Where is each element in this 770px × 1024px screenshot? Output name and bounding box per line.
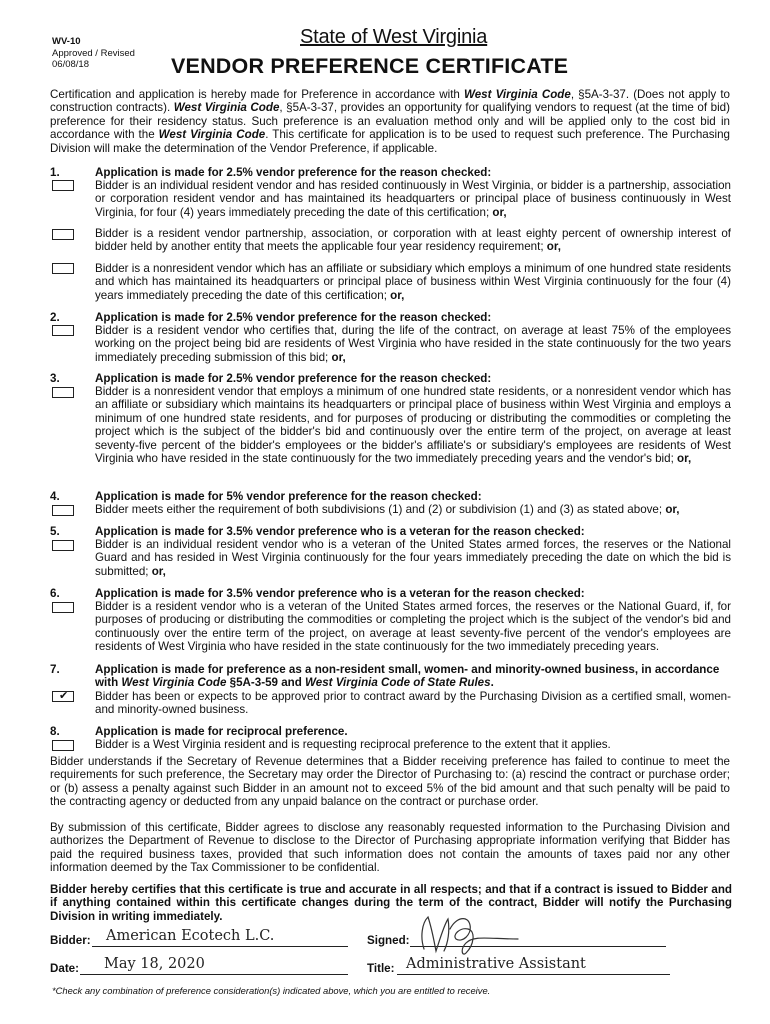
- page-title: VENDOR PREFERENCE CERTIFICATE: [171, 54, 569, 78]
- title-line: [397, 974, 670, 975]
- section-1-heading: Application is made for 2.5% vendor preference for the reason checked:: [95, 166, 492, 179]
- section-4-option-1-checkbox[interactable]: [52, 505, 74, 516]
- form-number: WV-10: [52, 36, 81, 47]
- section-7-number: 7.: [50, 663, 60, 676]
- section-7-heading: Application is made for preference as a non-resident small, women- and minority-owned business, in accordance with West Virginia Code §5A-3-59 and West Virginia Code of State Rules.: [95, 663, 720, 690]
- bidder-label: Bidder:: [50, 934, 91, 947]
- section-1-option-3-checkbox[interactable]: [52, 263, 74, 274]
- section-2-option-1-text: Bidder is a resident vendor who certifies that, during the life of the contract, on average at least 75% of the employees working on the project being bid are residents of West Virginia who have resided in the state continuously for the two years immediately preceding submission of this bid; or,: [95, 324, 731, 364]
- section-2-heading: Application is made for 2.5% vendor preference for the reason checked:: [95, 311, 492, 324]
- section-1-number: 1.: [50, 166, 60, 179]
- date-value[interactable]: May 18, 2020: [104, 956, 205, 972]
- form-date: 06/08/18: [52, 59, 89, 70]
- bidder-line: [92, 946, 348, 947]
- date-label: Date:: [50, 962, 79, 975]
- section-6-option-1-text: Bidder is a resident vendor who is a veteran of the United States armed forces, the reserves or the National Guard, if, for purposes of producing or distributing the commodities or completing the project which is the subject of the vendor's bid and continuously over the entire term of the project, on average at least seventy-five percent of the vendor's employees are residents of West Virginia who have resided in the state continuously for the two immediately preceding years.: [95, 600, 731, 654]
- section-6-option-1-checkbox[interactable]: [52, 602, 74, 613]
- signed-label: Signed:: [367, 934, 410, 947]
- section-7-option-1-checkbox[interactable]: [52, 691, 74, 702]
- section-7-option-1-text: Bidder has been or expects to be approved prior to contract award by the Purchasing Division as a certified small, women- and minority-owned business.: [95, 690, 731, 717]
- section-1-option-1-checkbox[interactable]: [52, 180, 74, 191]
- disclosure-paragraph: By submission of this certificate, Bidder agrees to disclose any reasonably requested information to the Purchasing Division and authorizes the Department of Revenue to disclose to the Director of Purchasing appropriate information verifying that Bidder has paid the required business taxes, provided that such information does not contain the amounts of taxes paid nor any other information deemed by the Tax Commissioner to be confidential.: [50, 821, 730, 875]
- state-title: State of West Virginia: [300, 26, 488, 48]
- intro-paragraph: Certification and application is hereby made for Preference in accordance with West Virginia Code, §5A-3-37. (Does not apply to construction contracts). West Virginia Code, §5A-3-37, provides an opportunity for qualifying vendors to request (at the time of bid) preference for their residency status. Such preference is an evaluation method only and will be applied only to the cost bid in accordance with the West Virginia Code. This certificate for application is to be used to request such preference. The Purchasing Division will make the determination of the Vendor Preference, if applicable.: [50, 88, 730, 155]
- section-1-option-2-checkbox[interactable]: [52, 229, 74, 240]
- bidder-value[interactable]: American Ecotech L.C.: [106, 928, 275, 944]
- date-line: [80, 974, 348, 975]
- section-6-heading: Application is made for 3.5% vendor preference who is a veteran for the reason checked:: [95, 587, 585, 600]
- section-3-number: 3.: [50, 372, 60, 385]
- section-5-number: 5.: [50, 525, 60, 538]
- section-5-heading: Application is made for 3.5% vendor preference who is a veteran for the reason checked:: [95, 525, 585, 538]
- checkmark-icon: ✔: [59, 690, 69, 702]
- certification-statement: Bidder hereby certifies that this certificate is true and accurate in all respects; and that if a contract is issued to Bidder and if anything contained within this certificate changes during the term of the contract, Bidder will notify the Purchasing Division in writing immediately.: [50, 883, 732, 923]
- secretary-paragraph: Bidder understands if the Secretary of Revenue determines that a Bidder receiving preference has failed to continue to meet the requirements for such preference, the Secretary may order the Director of Purchasing to: (a) rescind the contract or purchase order; or (b) assess a penalty against such Bidder in an amount not to exceed 5% of the bid amount and that such penalty will be paid to the contracting agency or deducted from any unpaid balance on the contract or purchase order.: [50, 755, 730, 809]
- section-3-option-1-text: Bidder is a nonresident vendor that employs a minimum of one hundred state residents, or a nonresident vendor which has an affiliate or subsidiary which maintains its headquarters or principal place of business within West Virginia and employs a minimum of one hundred state residents, and for purposes of producing or distributing the commodities or completing the project which is the subject of the bidder's bid and continuously over the entire term of the project, on average at least seventy-five percent of the bidder's employees or the bidder's affiliate's or subsidiary's employees are residents of West Virginia who have resided in the state continuously for the two immediately preceding years and the vendor's bid; or,: [95, 385, 731, 466]
- section-5-option-1-text: Bidder is an individual resident vendor who is a veteran of the United States armed forces, the reserves or the National Guard and has resided in West Virginia continuously for the four years immediately preceding the date on which the bid is submitted; or,: [95, 538, 731, 578]
- title-label: Title:: [367, 962, 395, 975]
- title-value[interactable]: Administrative Assistant: [406, 956, 586, 972]
- section-1-option-3-text: Bidder is a nonresident vendor which has an affiliate or subsidiary which employs a minimum of one hundred state residents and which has maintained its headquarters or principal place of business within West Virginia continuously for the four (4) years immediately preceding the date of this certification; or,: [95, 262, 731, 302]
- section-2-number: 2.: [50, 311, 60, 324]
- section-8-number: 8.: [50, 725, 60, 738]
- section-4-option-1-text: Bidder meets either the requirement of both subdivisions (1) and (2) or subdivision (1) and (3) as stated above; or,: [95, 503, 680, 516]
- section-3-option-1-checkbox[interactable]: [52, 387, 74, 398]
- form-id-block: [52, 36, 135, 71]
- section-3-heading: Application is made for 2.5% vendor preference for the reason checked:: [95, 372, 492, 385]
- section-1-option-1-text: Bidder is an individual resident vendor and has resided continuously in West Virginia, or bidder is a partnership, association or corporation resident vendor and has maintained its headquarters or principal place of business continuously in West Virginia, for four (4) years immediately preceding the date of this certification; or,: [95, 179, 731, 219]
- section-4-heading: Application is made for 5% vendor preference for the reason checked:: [95, 490, 482, 503]
- section-5-option-1-checkbox[interactable]: [52, 540, 74, 551]
- section-4-number: 4.: [50, 490, 60, 503]
- footnote: *Check any combination of preference consideration(s) indicated above, which you are entitled to receive.: [52, 985, 491, 996]
- section-8-option-1-text: Bidder is a West Virginia resident and is requesting reciprocal preference to the extent that it applies.: [95, 738, 611, 751]
- section-1-option-2-text: Bidder is a resident vendor partnership, association, or corporation with at least eighty percent of ownership interest of bidder held by another entity that meets the applicable four year residency requirement; or,: [95, 227, 731, 254]
- approved-revised: Approved / Revised: [52, 47, 135, 59]
- signature-icon[interactable]: [410, 909, 520, 959]
- section-8-heading: Application is made for reciprocal preference.: [95, 725, 348, 738]
- section-2-option-1-checkbox[interactable]: [52, 325, 74, 336]
- section-8-option-1-checkbox[interactable]: [52, 740, 74, 751]
- section-6-number: 6.: [50, 587, 60, 600]
